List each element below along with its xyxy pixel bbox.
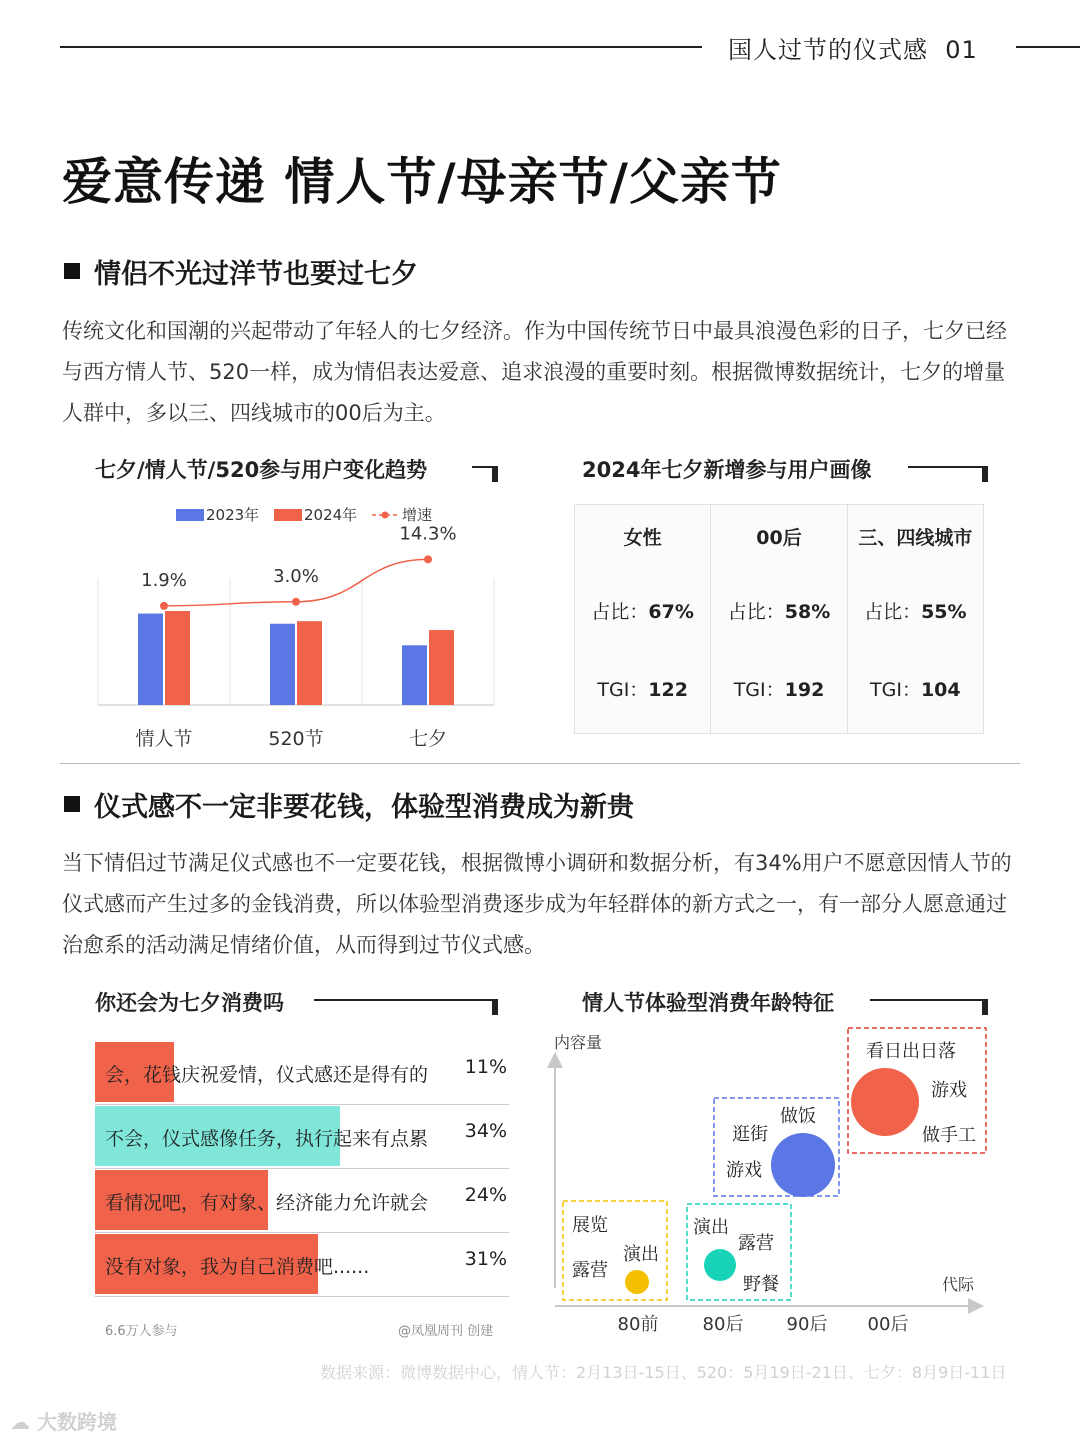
survey-row [95, 1234, 509, 1294]
bubble-chart-title: 情人节体验型消费年龄特征 [582, 991, 834, 1015]
x-axis-label: 代际 [942, 1275, 975, 1294]
x-tick: 00后 [867, 1314, 909, 1335]
x-tick: 80后 [702, 1314, 744, 1335]
x-tick-label: 520节 [268, 728, 324, 750]
activity-label: 做饭 [780, 1106, 816, 1127]
survey-percent: 31% [464, 1248, 507, 1270]
activity-label: 露营 [572, 1260, 608, 1281]
portrait-share [864, 597, 967, 627]
chart1-title-hook [492, 466, 498, 482]
portrait-col-cities [848, 505, 983, 733]
tgi-value: 122 [648, 679, 688, 701]
activity-label: 看日出日落 [866, 1041, 956, 1062]
portrait-share [591, 597, 694, 627]
activity-label: 逛街 [732, 1124, 768, 1145]
section2-heading: 仪式感不一定非要花钱，体验型消费成为新贵 [94, 792, 634, 823]
survey-percent: 24% [464, 1184, 507, 1206]
header-rule-right [1016, 46, 1080, 48]
watermark-text: 大数跨境 [36, 1410, 117, 1434]
section-bullet-icon [64, 796, 80, 812]
chart1-title: 七夕/情人节/520参与用户变化趋势 [95, 458, 428, 482]
row-divider [95, 1296, 509, 1297]
share-value: 55% [921, 601, 967, 623]
y-axis-label: 内容量 [554, 1033, 603, 1052]
bubble-chart [540, 1020, 1000, 1350]
portrait-header: 00后 [756, 527, 802, 549]
header-rule-left [60, 46, 702, 48]
bubble [771, 1133, 835, 1197]
activity-label: 游戏 [931, 1080, 967, 1101]
share-label: 占比： [864, 601, 922, 623]
tgi-value: 104 [920, 679, 961, 701]
activity-label: 做手工 [922, 1125, 976, 1146]
tgi-label: TGI： [733, 679, 785, 701]
bar-2023年 [270, 624, 295, 705]
activity-label: 演出 [693, 1217, 729, 1238]
section1-heading: 情侣不光过洋节也要过七夕 [94, 259, 418, 290]
growth-label: 1.9% [141, 569, 187, 591]
legend-label: 增速 [402, 506, 433, 524]
x-tick: 80前 [617, 1314, 659, 1335]
section-divider [60, 763, 1020, 764]
survey-percent: 34% [464, 1120, 507, 1142]
legend-label: 2023年 [206, 506, 260, 524]
growth-point [424, 555, 432, 563]
bubble-title-rule [870, 999, 988, 1001]
page-title: 爱意传递 情人节/母亲节/父亲节 [62, 153, 782, 211]
data-source-note: 数据来源：微博数据中心，情人节：2月13日-15日、520：5月19日-21日、七夕：8月9日-11日 [320, 1363, 1007, 1382]
portrait-table [574, 504, 984, 734]
activity-label: 露营 [738, 1233, 774, 1254]
legend-label: 2024年 [304, 506, 358, 524]
share-value: 58% [784, 601, 831, 623]
row-divider [95, 1104, 509, 1105]
survey-creator: @凤凰周刊 创建 [398, 1324, 494, 1339]
survey-participants: 6.6万人参与 [105, 1324, 178, 1339]
watermark [10, 1406, 117, 1435]
tgi-label: TGI： [597, 679, 649, 701]
bar-2024年 [165, 611, 190, 705]
activity-label: 展览 [572, 1215, 608, 1236]
legend-dot-icon [382, 512, 389, 519]
survey-percent: 11% [464, 1056, 507, 1078]
legend-swatch [176, 509, 204, 521]
survey-row [95, 1042, 509, 1102]
portrait-title: 2024年七夕新增参与用户画像 [582, 458, 872, 482]
chart-legend [176, 506, 432, 524]
portrait-share [728, 597, 831, 627]
portrait-title-rule [908, 466, 988, 468]
x-tick: 90后 [786, 1314, 828, 1335]
bar-2024年 [297, 621, 322, 705]
bubble [625, 1270, 649, 1294]
x-tick-label: 七夕 [408, 728, 448, 750]
bubble-title-hook [982, 999, 988, 1015]
share-value: 67% [648, 601, 694, 623]
page-number: 01 [945, 36, 978, 64]
portrait-tgi [870, 675, 961, 705]
share-label: 占比： [727, 601, 785, 623]
survey-title: 你还会为七夕消费吗 [95, 991, 284, 1015]
bubble [851, 1068, 919, 1136]
portrait-col-00s [711, 505, 847, 733]
bar-2023年 [138, 614, 163, 705]
bubble [704, 1249, 736, 1281]
header-title-text: 国人过节的仪式感 [728, 36, 928, 64]
portrait-title-hook [982, 466, 988, 482]
tgi-label: TGI： [870, 679, 921, 701]
survey-title-hook [492, 999, 498, 1015]
bar-2024年 [429, 630, 454, 705]
section2-paragraph: 当下情侣过节满足仪式感也不一定要花钱，根据微博小调研和数据分析，有34%用户不愿意因情人节的仪式感而产生过多的金钱消费，所以体验型消费逐步成为年轻群体的新方式之一，有一部分人愿意通过治愈系的活动满足情绪价值，从而得到过节仪式感。 [62, 851, 1012, 957]
trend-chart [90, 500, 510, 760]
survey-row [95, 1106, 509, 1166]
tgi-value: 192 [784, 679, 825, 701]
section-bullet-icon [64, 263, 80, 279]
row-divider [95, 1168, 509, 1169]
portrait-col-female [575, 505, 711, 733]
growth-point [160, 602, 168, 610]
survey-title-rule [314, 999, 498, 1001]
portrait-header: 女性 [623, 527, 662, 549]
watermark-logo-icon: ☁ [10, 1410, 37, 1434]
survey-option: 不会，仪式感像任务，执行起来有点累 [105, 1128, 429, 1150]
x-tick-label: 情人节 [135, 728, 193, 750]
survey-option: 会，花钱庆祝爱情，仪式感还是得有的 [105, 1064, 429, 1086]
survey-row [95, 1170, 509, 1230]
activity-label: 野餐 [743, 1274, 779, 1295]
header-title [728, 30, 978, 65]
survey-option: 没有对象，我为自己消费吧...... [105, 1256, 370, 1278]
activity-label: 游戏 [726, 1160, 762, 1181]
row-divider [95, 1232, 509, 1233]
portrait-tgi [597, 675, 688, 705]
growth-point [292, 598, 300, 606]
share-label: 占比： [591, 601, 649, 623]
bar-2023年 [402, 645, 427, 705]
growth-label: 14.3% [399, 523, 457, 545]
portrait-header: 三、四线城市 [858, 527, 973, 549]
section1-paragraph: 传统文化和国潮的兴起带动了年轻人的七夕经济。作为中国传统节日中最具浪漫色彩的日子，七夕已经与西方情人节、520一样，成为情侣表达爱意、追求浪漫的重要时刻。根据微博数据统计，七夕的增量人群中，多以三、四线城市的00后为主。 [62, 319, 1007, 425]
portrait-tgi [734, 675, 825, 705]
growth-label: 3.0% [273, 565, 319, 587]
chart-bars [138, 611, 454, 705]
survey-option: 看情况吧，有对象、经济能力允许就会 [105, 1192, 429, 1214]
legend-swatch [274, 509, 302, 521]
activity-label: 演出 [623, 1244, 659, 1265]
